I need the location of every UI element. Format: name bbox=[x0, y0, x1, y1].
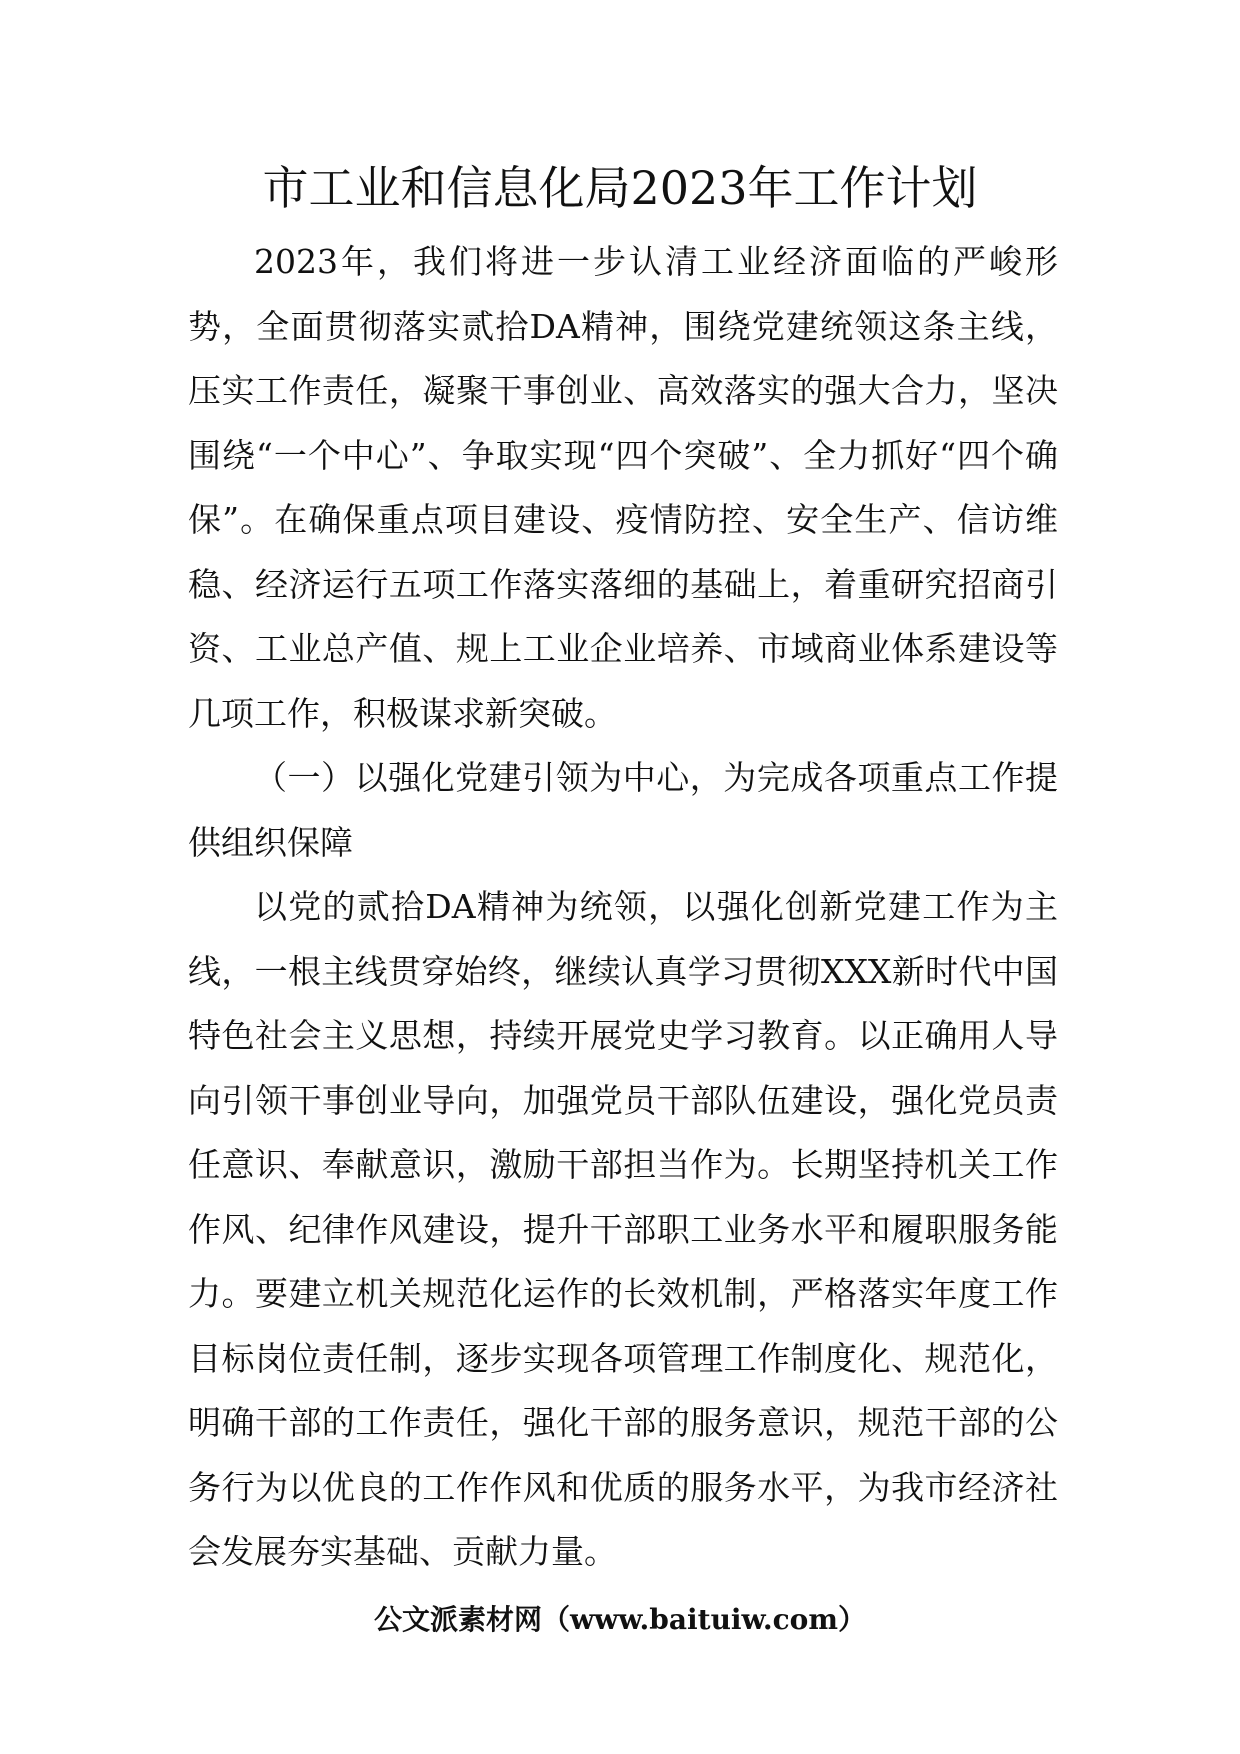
paragraph-section-1: 以党的贰拾DA精神为统领，以强化创新党建工作为主线，一根主线贯穿始终，继续认真学习贯彻XXX新时代中国特色社会主义思想，持续开展党史学习教育。以正确用人导向引领干事创业导向，加强党员干部队伍建设，强化党员责任意识、奉献意识，激励干部担当作为。长期坚持机关工作作风、纪律作风建设，提升干部职工业务水平和履职服务能力。要建立机关规范化运作的长效机制，严格落实年度工作目标岗位责任制，逐步实现各项管理工作制度化、规范化，明确干部的工作责任，强化干部的服务意识，规范干部的公务行为以优良的工作作风和优质的服务水平，为我市经济社会发展夯实基础、贡献力量。 bbox=[188, 887, 1058, 1571]
paragraph-intro: 2023年，我们将进一步认清工业经济面临的严峻形势，全面贯彻落实贰拾DA精神，围绕党建统领这条主线，压实工作责任，凝聚干事创业、高效落实的强大合力，坚决围绕“一个中心”、争取实现“四个突破”、全力抓好“四个确保”。在确保重点项目建设、疫情防控、安全生产、信访维稳、经济运行五项工作落实落细的基础上，着重研究招商引资、工业总产值、规上工业企业培养、市域商业体系建设等几项工作，积极谋求新突破。 bbox=[188, 242, 1058, 733]
section-heading-1: （一）以强化党建引领为中心，为完成各项重点工作提供组织保障 bbox=[188, 758, 1058, 862]
footer-watermark: 公文派素材网（www.baituiw.com） bbox=[374, 1603, 866, 1636]
document-body bbox=[188, 230, 1058, 1585]
document-title: 市工业和信息化局2023年工作计划 bbox=[262, 161, 978, 215]
